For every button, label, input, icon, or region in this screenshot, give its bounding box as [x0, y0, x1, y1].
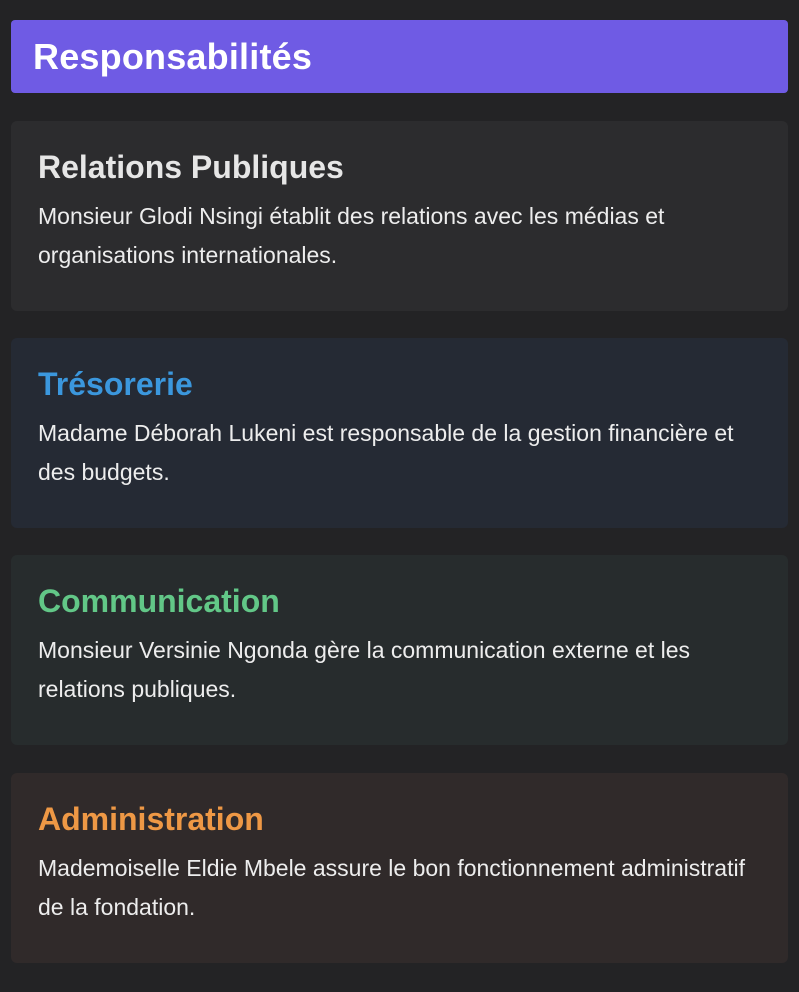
- card-text-communication: Monsieur Versinie Ngonda gère la communication externe et les relations publiques.: [38, 637, 691, 702]
- card-communication: [11, 555, 788, 745]
- card-title-treasury: Trésorerie: [38, 366, 193, 402]
- section-header: [11, 20, 788, 93]
- card-text-treasury: Madame Déborah Lukeni est responsable de la gestion financière et des budgets.: [38, 420, 734, 485]
- card-title-public-relations: Relations Publiques: [38, 149, 344, 185]
- card-text-public-relations: Monsieur Glodi Nsingi établit des relations avec les médias et organisations internationales.: [38, 203, 665, 268]
- card-title-communication: Communication: [38, 583, 280, 619]
- card-administration: [11, 773, 788, 963]
- card-text-administration: Mademoiselle Eldie Mbele assure le bon fonctionnement administratif de la fondation.: [38, 855, 745, 920]
- card-treasury: [11, 338, 788, 528]
- card-public-relations: [11, 121, 788, 311]
- card-title-administration: Administration: [38, 801, 264, 837]
- section-title: Responsabilités: [33, 35, 313, 77]
